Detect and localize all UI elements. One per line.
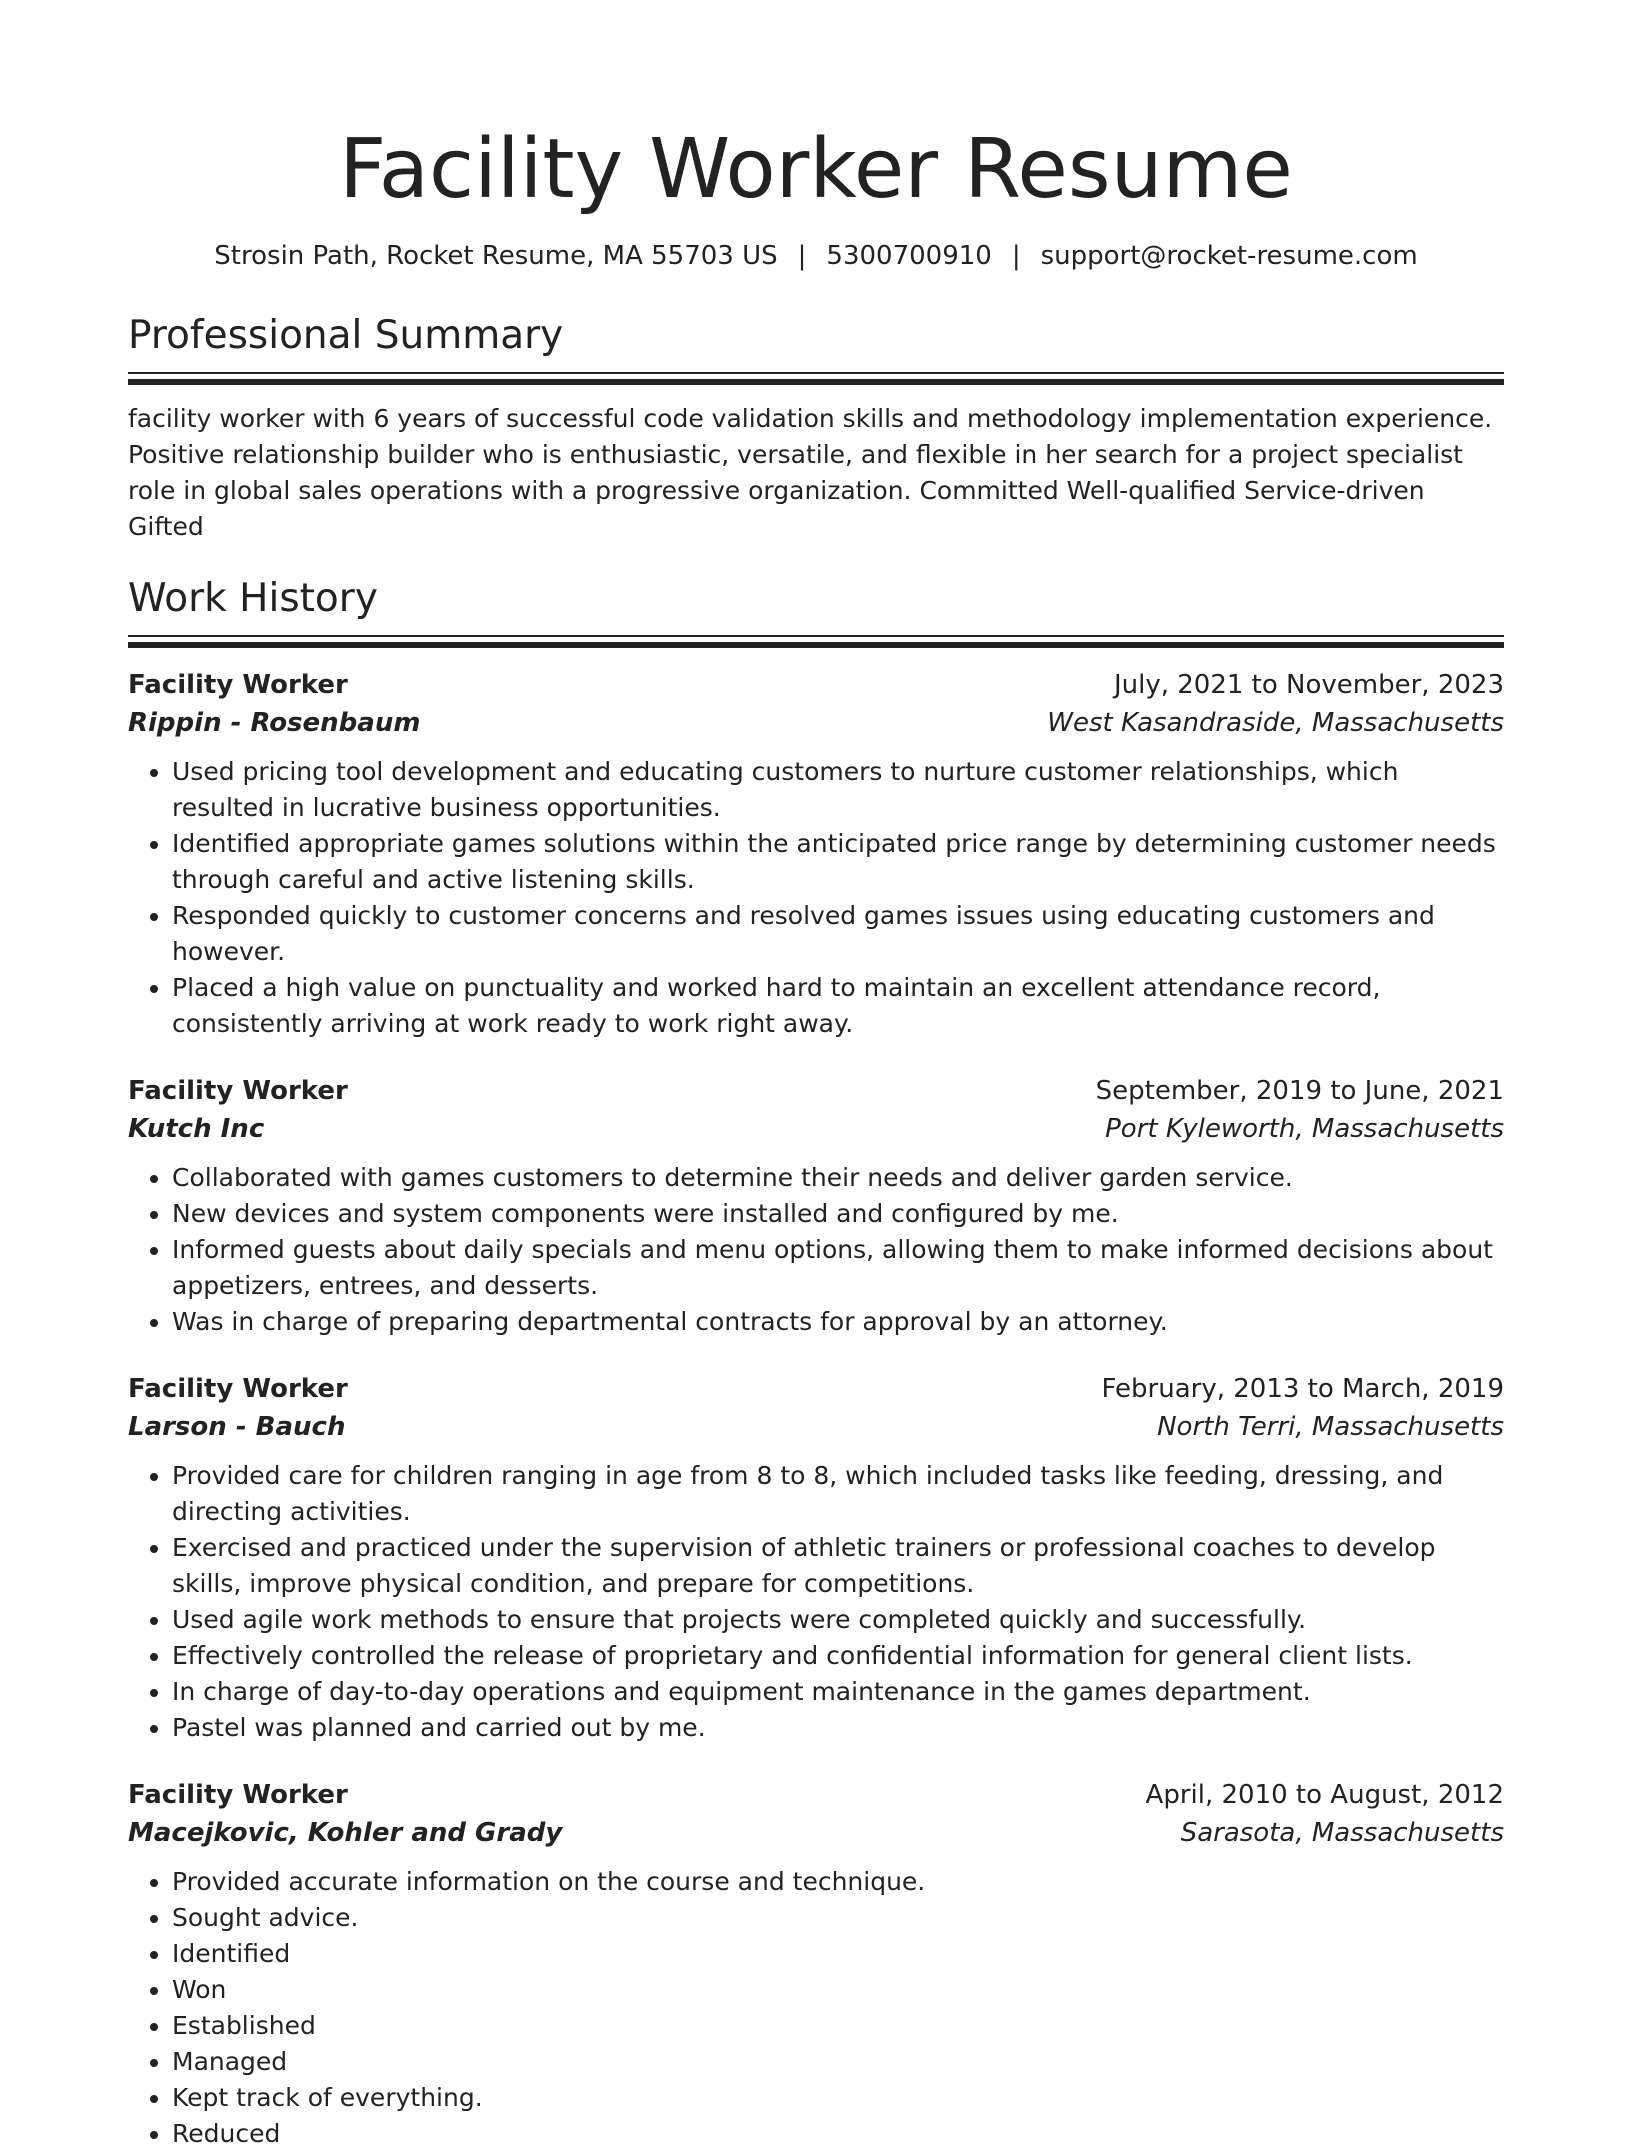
- job-bullet: • Kept track of everything.: [172, 2080, 1504, 2116]
- summary-section: [128, 312, 1504, 545]
- resume-page: [128, 0, 1504, 2152]
- job-dates: September, 2019 to June, 2021: [1095, 1076, 1504, 1106]
- job-location: North Terri, Massachusetts: [1157, 1412, 1504, 1442]
- job-location: Port Kyleworth, Massachusetts: [1105, 1114, 1504, 1144]
- job-title: Facility Worker: [128, 1374, 348, 1404]
- job-header: [128, 1072, 1504, 1110]
- job-bullets: [128, 1864, 1504, 2152]
- job-bullet: • Identified: [172, 1936, 1504, 1972]
- job-title: Facility Worker: [128, 1076, 348, 1106]
- job-bullet: • Pastel was planned and carried out by me.: [172, 1710, 1504, 1746]
- job-bullet: • Used agile work methods to ensure that projects were completed quickly and successfully.: [172, 1602, 1504, 1638]
- job-bullet: • Identified appropriate games solutions within the anticipated price range by determining customer needs through careful and active listening skills.: [172, 826, 1504, 898]
- job-location: West Kasandraside, Massachusetts: [1047, 708, 1504, 738]
- job-company: Macejkovic, Kohler and Grady: [128, 1818, 563, 1848]
- job-entry: [128, 1776, 1504, 2152]
- job-header: [128, 1776, 1504, 1814]
- job-entry: [128, 1072, 1504, 1340]
- job-title: Facility Worker: [128, 1780, 348, 1810]
- job-bullet: • Exercised and practiced under the supervision of athletic trainers or professional coaches to develop skills, improve physical condition, and prepare for competitions.: [172, 1530, 1504, 1602]
- job-bullet: • Collaborated with games customers to determine their needs and deliver garden service.: [172, 1160, 1504, 1196]
- job-company: Rippin - Rosenbaum: [128, 708, 421, 738]
- job-bullet: • Was in charge of preparing departmental contracts for approval by an attorney.: [172, 1304, 1504, 1340]
- job-location: Sarasota, Massachusetts: [1180, 1818, 1504, 1848]
- job-dates: April, 2010 to August, 2012: [1145, 1780, 1504, 1810]
- job-bullets: [128, 1160, 1504, 1340]
- job-entry: [128, 666, 1504, 1042]
- contact-line: [128, 238, 1504, 274]
- job-bullets: [128, 754, 1504, 1042]
- job-subheader: [128, 1408, 1504, 1446]
- summary-heading: Professional Summary: [128, 313, 564, 358]
- job-bullet: • Established: [172, 2008, 1504, 2044]
- job-bullet: • Used pricing tool development and educating customers to nurture customer relationships, which resulted in lucrative business opportunities.: [172, 754, 1504, 826]
- resume-title: Facility Worker Resume: [339, 122, 1293, 217]
- job-title: Facility Worker: [128, 670, 348, 700]
- job-bullet: • In charge of day-to-day operations and equipment maintenance in the games department.: [172, 1674, 1504, 1710]
- section-rule: [128, 372, 1504, 374]
- job-company: Kutch Inc: [128, 1114, 265, 1144]
- section-rule-thick: [128, 642, 1504, 648]
- job-bullet: • Provided care for children ranging in age from 8 to 8, which included tasks like feeding, dressing, and directing activities.: [172, 1458, 1504, 1530]
- job-bullet: • Won: [172, 1972, 1504, 2008]
- job-company: Larson - Bauch: [128, 1412, 346, 1442]
- contact-email: support@rocket-resume.com: [1040, 241, 1418, 271]
- job-subheader: [128, 1814, 1504, 1852]
- job-subheader: [128, 704, 1504, 742]
- contact-address: Strosin Path, Rocket Resume, MA 55703 US: [214, 241, 778, 271]
- contact-phone: 5300700910: [826, 241, 992, 271]
- job-bullet: • Responded quickly to customer concerns and resolved games issues using educating customers and however.: [172, 898, 1504, 970]
- section-rule-thick: [128, 379, 1504, 385]
- job-header: [128, 666, 1504, 704]
- job-bullet: • New devices and system components were installed and configured by me.: [172, 1196, 1504, 1232]
- job-dates: July, 2021 to November, 2023: [1113, 670, 1504, 700]
- work-section: [128, 575, 1504, 2152]
- job-bullet: • Sought advice.: [172, 1900, 1504, 1936]
- job-bullet: • Provided accurate information on the course and technique.: [172, 1864, 1504, 1900]
- contact-separator: |: [1011, 241, 1021, 271]
- job-entry: [128, 1370, 1504, 1746]
- summary-text: facility worker with 6 years of successful code validation skills and methodology implementation experience. Positive relationship builder who is enthusiastic, versatile, and flexible in her search for a project specialist role in global sales operations with a progressive organization. Committed Well-qualified Service-driven Gifted: [128, 404, 1493, 541]
- job-bullet: • Placed a high value on punctuality and worked hard to maintain an excellent attendance record, consistently arriving at work ready to work right away.: [172, 970, 1504, 1042]
- job-bullet: • Effectively controlled the release of proprietary and confidential information for general client lists.: [172, 1638, 1504, 1674]
- job-bullet: • Informed guests about daily specials and menu options, allowing them to make informed decisions about appetizers, entrees, and desserts.: [172, 1232, 1504, 1304]
- job-bullet: • Reduced: [172, 2116, 1504, 2152]
- section-rule: [128, 635, 1504, 637]
- job-subheader: [128, 1110, 1504, 1148]
- work-heading: Work History: [128, 576, 378, 621]
- job-dates: February, 2013 to March, 2019: [1101, 1374, 1504, 1404]
- contact-separator: |: [797, 241, 807, 271]
- job-bullet: • Managed: [172, 2044, 1504, 2080]
- job-header: [128, 1370, 1504, 1408]
- job-bullets: [128, 1458, 1504, 1746]
